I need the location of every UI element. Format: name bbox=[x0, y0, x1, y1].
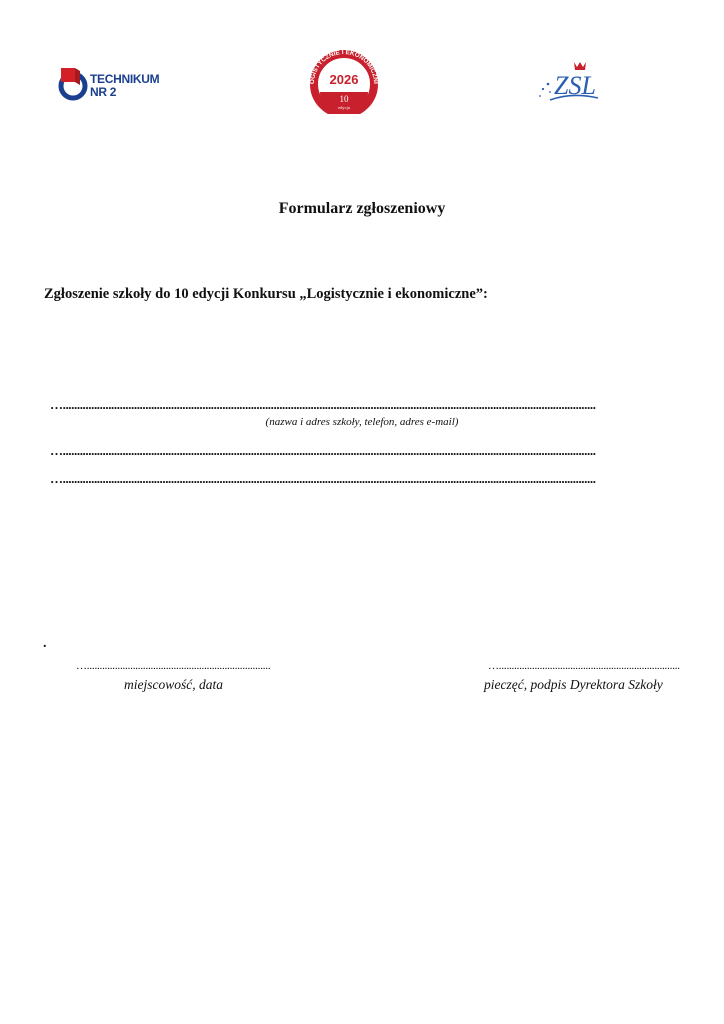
contest-year: 2026 bbox=[329, 72, 359, 87]
school-info-field-line[interactable]: …........................................................................................................................................................................................... bbox=[50, 471, 596, 486]
contest-arc-text: OGISTYCZNIE I EKONOMICZNI bbox=[308, 48, 380, 85]
school-info-field-line[interactable]: …........................................................................................................................................................................................... bbox=[50, 397, 596, 412]
contest-logo bbox=[302, 44, 386, 114]
zsl-logo bbox=[536, 58, 602, 104]
place-date-field-line[interactable]: …........................................................................ bbox=[76, 660, 271, 672]
stray-mark: . bbox=[43, 636, 47, 651]
technikum-logo-number: NR 2 bbox=[90, 85, 117, 99]
school-info-field-line[interactable]: …........................................................................................................................................................................................... bbox=[50, 443, 596, 458]
contest-edition-label: edycja bbox=[338, 105, 350, 110]
form-title: Formularz zgłoszeniowy bbox=[278, 200, 446, 217]
technikum-logo-text: TECHNIKUM bbox=[90, 72, 160, 86]
stamp-signature-caption: pieczęć, podpis Dyrektora Szkoły bbox=[484, 677, 663, 692]
director-signature-field-line[interactable]: …....................................................................... bbox=[488, 660, 680, 672]
contest-edition-number: 10 bbox=[339, 94, 349, 104]
zsl-emblem-icon bbox=[536, 58, 602, 104]
school-info-caption: (nazwa i adres szkoły, telefon, adres e-mail) bbox=[265, 416, 459, 428]
technikum-nr2-logo bbox=[58, 66, 162, 104]
zsl-logo-text: ZSL bbox=[554, 71, 596, 100]
place-date-caption: miejscowość, data bbox=[124, 677, 223, 692]
submission-heading: Zgłoszenie szkoły do 10 edycji Konkursu „Logistycznie i ekonomiczne”: bbox=[44, 286, 488, 302]
contest-badge-icon bbox=[302, 44, 386, 114]
technikum-emblem-icon bbox=[58, 66, 92, 104]
